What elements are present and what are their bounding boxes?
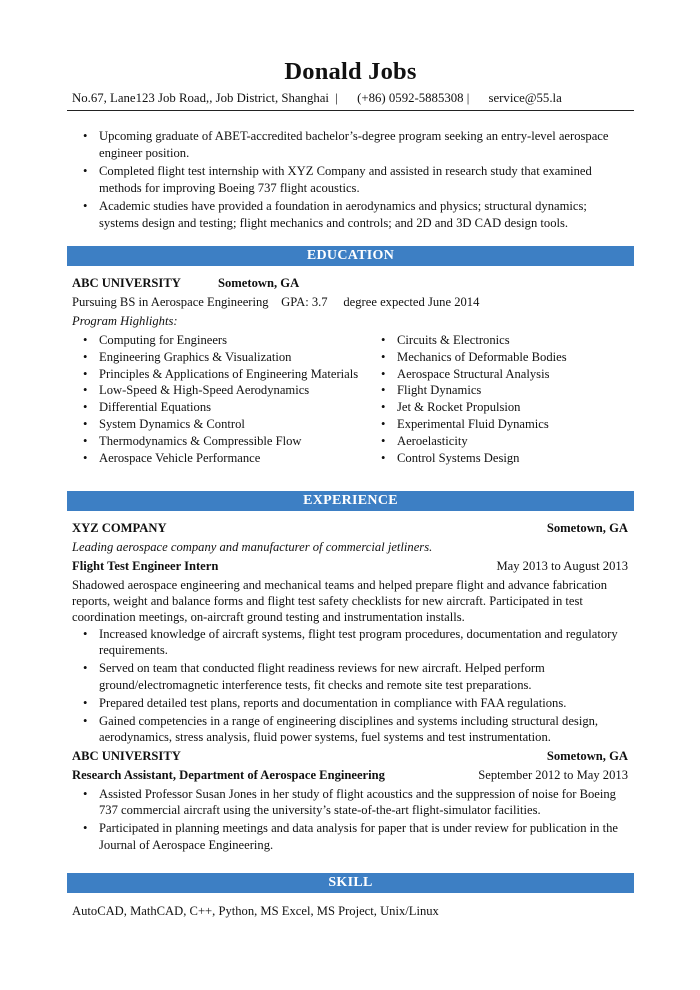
bullet-icon: •	[83, 433, 88, 448]
contact-line	[72, 91, 562, 106]
bullet-icon: •	[83, 400, 88, 415]
job-bullet-item: • Served on team that conducted flight readiness reviews for new aircraft. Helped perform ground/electromagnetic interference tests, fit checks and remote site test preparations.	[83, 661, 545, 692]
highlight-item: • Low-Speed & High-Speed Aerodynamics	[83, 383, 310, 398]
highlights-left-list	[83, 332, 389, 466]
highlight-item: • Computing for Engineers	[83, 333, 228, 347]
highlight-item: • Jet & Rocket Propulsion	[381, 400, 521, 415]
job-location: Sometown, GA	[546, 749, 628, 763]
highlight-item: • Engineering Graphics & Visualization	[83, 349, 292, 364]
highlight-item: • Experimental Fluid Dynamics	[381, 416, 549, 431]
skill-list: AutoCAD, MathCAD, C++, Python, MS Excel, MS Project, Unix/Linux	[72, 904, 439, 918]
bullet-icon: •	[83, 714, 88, 729]
education-gpa: GPA: 3.7	[281, 295, 328, 309]
job-summary: Shadowed aerospace engineering and mechanical teams and helped prepare flight and advance fabrication reports, weight and balance forms and flight test safety checklists for new aircraft. Participated in test coordination meetings, on-aircraft ground testing and instrumentation installs.	[72, 578, 607, 625]
bullet-icon: •	[381, 400, 386, 415]
education-expected: degree expected June 2014	[343, 295, 480, 309]
bullet-icon: •	[381, 383, 386, 398]
job-dates: September 2012 to May 2013	[478, 768, 628, 782]
bullet-icon: •	[83, 627, 88, 641]
job-bullet-item: • Increased knowledge of aircraft systems, flight test program procedures, documentation and regulatory requirements.	[83, 627, 618, 658]
bullet-icon: •	[83, 821, 88, 836]
bullet-icon: •	[83, 164, 88, 178]
bullet-icon: •	[83, 129, 88, 143]
job-bullets	[83, 626, 627, 747]
address: No.67, Lane123 Job Road,, Job District, Shanghai	[72, 91, 329, 105]
section-header-experience: EXPERIENCE	[67, 491, 634, 511]
education-location: Sometown, GA	[218, 276, 300, 290]
summary-list	[83, 128, 619, 233]
bullet-icon: •	[83, 199, 88, 213]
highlights-label: Program Highlights:	[72, 314, 178, 328]
email: service@55.la	[488, 91, 562, 105]
highlight-item: • Circuits & Electronics	[381, 333, 510, 347]
job-location: Sometown, GA	[546, 521, 628, 535]
highlight-item: • Aerospace Structural Analysis	[381, 366, 550, 381]
job-bullet-item: • Gained competencies in a range of engineering disciplines and systems including structural design, aerodynamics, stress analysis, fluid power systems, fuel systems and test instrumentation.	[83, 714, 599, 745]
bullet-icon: •	[83, 349, 88, 364]
job-dates: May 2013 to August 2013	[496, 559, 628, 573]
highlights-right-list	[381, 332, 627, 466]
job-company: ABC UNIVERSITY	[72, 749, 181, 763]
bullet-icon: •	[83, 416, 88, 431]
phone: (+86) 0592-5885308	[357, 91, 464, 105]
education-degree-line	[72, 295, 479, 310]
job-bullet-item: • Assisted Professor Susan Jones in her study of flight acoustics and the suppression of noise for Boeing 737 commercial aircraft using the university’s state-of-the-art flight-simulator facilities.	[83, 787, 616, 818]
job-company-description: Leading aerospace company and manufacturer of commercial jetliners.	[72, 540, 433, 554]
summary-item: • Academic studies have provided a foundation in aerodynamics and physics; structural dynamics; systems design and testing; flight mechanics and controls; and 2D and 3D CAD design tools.	[83, 199, 587, 230]
job-role: Research Assistant, Department of Aerospace Engineering	[72, 768, 385, 782]
bullet-icon: •	[83, 695, 88, 710]
candidate-name: Donald Jobs	[284, 58, 417, 85]
section-header-skill: SKILL	[67, 873, 634, 893]
bullet-icon: •	[83, 333, 88, 347]
bullet-icon: •	[83, 366, 88, 381]
education-school: ABC UNIVERSITY	[72, 276, 181, 290]
separator: |	[335, 91, 338, 105]
summary-item: • Completed flight test internship with XYZ Company and assisted in research study that examined methods for improving Boeing 737 flight acoustics.	[83, 164, 592, 195]
job-bullets	[83, 786, 627, 855]
job-company: XYZ COMPANY	[72, 521, 167, 535]
education-degree: Pursuing BS in Aerospace Engineering	[72, 295, 269, 309]
bullet-icon: •	[381, 349, 386, 364]
highlight-item: • System Dynamics & Control	[83, 416, 245, 431]
bullet-icon: •	[381, 366, 386, 381]
highlight-item: • Principles & Applications of Engineering Materials	[83, 366, 359, 381]
bullet-icon: •	[381, 433, 386, 448]
job-bullet-item: • Participated in planning meetings and data analysis for paper that is under review for publication in the Journal of Aerospace Engineering.	[83, 821, 618, 852]
highlight-item: • Aeroelasticity	[381, 433, 468, 448]
summary-item: • Upcoming graduate of ABET-accredited bachelor’s-degree program seeking an entry-level aerospace engineer position.	[83, 129, 609, 160]
highlight-item: • Mechanics of Deformable Bodies	[381, 349, 567, 364]
job-bullet-item: • Prepared detailed test plans, reports and documentation in compliance with FAA regulations.	[83, 695, 567, 710]
highlight-item: • Differential Equations	[83, 400, 212, 415]
bullet-icon: •	[381, 333, 386, 347]
section-header-education: EDUCATION	[67, 246, 634, 266]
bullet-icon: •	[381, 450, 386, 465]
job-role: Flight Test Engineer Intern	[72, 559, 219, 573]
bullet-icon: •	[381, 416, 386, 431]
bullet-icon: •	[83, 383, 88, 398]
bullet-icon: •	[83, 450, 88, 465]
separator: |	[466, 91, 470, 105]
highlight-item: • Aerospace Vehicle Performance	[83, 450, 261, 465]
header-rule	[67, 110, 634, 111]
highlight-item: • Flight Dynamics	[381, 383, 482, 398]
bullet-icon: •	[83, 661, 88, 676]
highlight-item: • Control Systems Design	[381, 450, 520, 465]
bullet-icon: •	[83, 787, 88, 801]
highlight-item: • Thermodynamics & Compressible Flow	[83, 433, 302, 448]
